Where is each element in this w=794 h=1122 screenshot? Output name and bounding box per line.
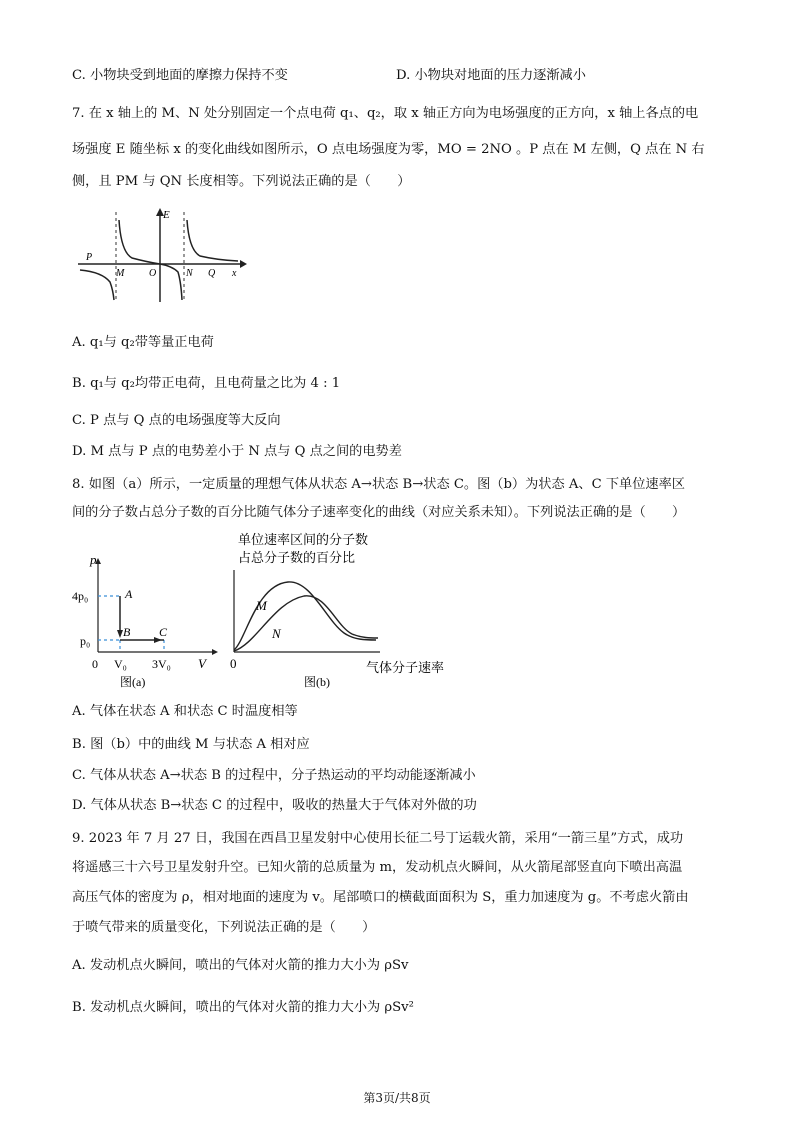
q9-stem-line1: 9. 2023 年 7 月 27 日，我国在西昌卫星发射中心使用长征二号丁运载火箭，采用“一箭三星”方式，成功 xyxy=(72,831,684,846)
fig-b-origin: 0 xyxy=(230,656,237,671)
q9-stem-line4: 于喷气带来的质量变化，下列说法正确的是（ ） xyxy=(72,920,376,935)
q7-option-c: C. P 点与 Q 点的电场强度等大反向 xyxy=(72,413,281,428)
q8-pv-diagram xyxy=(72,552,222,692)
q8-option-a: A. 气体在状态 A 和状态 C 时温度相等 xyxy=(72,704,298,719)
q7-fig-label-m: M xyxy=(116,268,125,279)
q8-option-d: D. 气体从状态 B→状态 C 的过程中，吸收的热量大于气体对外做的功 xyxy=(72,798,477,813)
fig-b-caption: 图(b) xyxy=(304,675,330,689)
fig-a-label-4p0: 4p₀ xyxy=(72,589,89,603)
fig-a-label-v0: V₀ xyxy=(114,657,127,671)
q8-speed-distribution xyxy=(226,530,462,692)
page-footer: 第3页/共8页 xyxy=(363,1091,431,1105)
fig-a-point-b: B xyxy=(123,625,131,639)
fig-a-label-p0: p₀ xyxy=(80,634,91,648)
q7-fig-label-o: O xyxy=(149,268,157,279)
q7-electric-field-figure xyxy=(72,202,252,307)
fig-a-point-c: C xyxy=(159,625,168,639)
q7-option-d: D. M 点与 P 点的电势差小于 N 点与 Q 点之间的电势差 xyxy=(72,444,402,459)
q7-stem-line2: 场强度 E 随坐标 x 的变化曲线如图所示，O 点电场强度为零，MO = 2NO 。P 点在 M 左侧，Q 点在 N 右 xyxy=(72,142,705,157)
fig-b-xlabel: 气体分子速率 xyxy=(366,660,445,675)
fig-a-axis-p: p xyxy=(90,552,97,567)
fig-a-caption: 图(a) xyxy=(120,675,146,689)
fig-b-curve-m-label: M xyxy=(256,598,267,613)
q8-stem-line2: 间的分子数占总分子数的百分比随气体分子速率变化的曲线（对应关系未知）。下列说法正确的是（ ） xyxy=(72,505,686,520)
q7-fig-label-p: P xyxy=(86,252,93,263)
fig-a-axis-v: V xyxy=(198,656,206,671)
q7-option-b: B. q₁与 q₂均带正电荷，且电荷量之比为 4 : 1 xyxy=(72,376,341,391)
q8-option-b: B. 图（b）中的曲线 M 与状态 A 相对应 xyxy=(72,737,310,752)
q6-option-c: C. 小物块受到地面的摩擦力保持不变 xyxy=(72,68,288,83)
fig-b-ylabel-line1: 单位速率区间的分子数 xyxy=(238,532,369,547)
q7-fig-label-e: E xyxy=(163,209,170,221)
q8-option-c: C. 气体从状态 A→状态 B 的过程中，分子热运动的平均动能逐渐减小 xyxy=(72,768,476,783)
q7-stem-line1: 7. 在 x 轴上的 M、N 处分别固定一个点电荷 q₁、q₂，取 x 轴正方向为电场强度的正方向，x 轴上各点的电 xyxy=(72,106,699,121)
fig-b-curve-n-label: N xyxy=(272,626,281,641)
q7-option-a: A. q₁与 q₂带等量正电荷 xyxy=(72,335,214,350)
q7-fig-label-x: x xyxy=(232,268,237,279)
q9-stem-line2: 将遥感三十六号卫星发射升空。已知火箭的总质量为 m，发动机点火瞬间，从火箭尾部竖直向下喷出高温 xyxy=(72,860,683,875)
q7-fig-label-q: Q xyxy=(208,268,216,279)
q9-stem-line3: 高压气体的密度为 ρ，相对地面的速度为 v。尾部喷口的横截面面积为 S，重力加速度为 g。不考虑火箭由 xyxy=(72,890,689,905)
fig-a-label-zero: 0 xyxy=(92,657,98,671)
fig-b-ylabel-line2: 占总分子数的百分比 xyxy=(238,550,356,565)
fig-a-point-a: A xyxy=(125,587,133,601)
q9-option-a: A. 发动机点火瞬间，喷出的气体对火箭的推力大小为 ρSv xyxy=(72,958,409,973)
q6-option-d: D. 小物块对地面的压力逐渐减小 xyxy=(396,68,586,83)
q9-option-b: B. 发动机点火瞬间，喷出的气体对火箭的推力大小为 ρSv² xyxy=(72,1000,414,1015)
fig-a-label-3v0: 3V₀ xyxy=(152,657,171,671)
q7-fig-label-n: N xyxy=(186,268,193,279)
q8-stem-line1: 8. 如图（a）所示，一定质量的理想气体从状态 A→状态 B→状态 C。图（b）为状态 A、C 下单位速率区 xyxy=(72,477,685,492)
q7-stem-line3: 侧，且 PM 与 QN 长度相等。下列说法正确的是（ ） xyxy=(72,174,411,189)
